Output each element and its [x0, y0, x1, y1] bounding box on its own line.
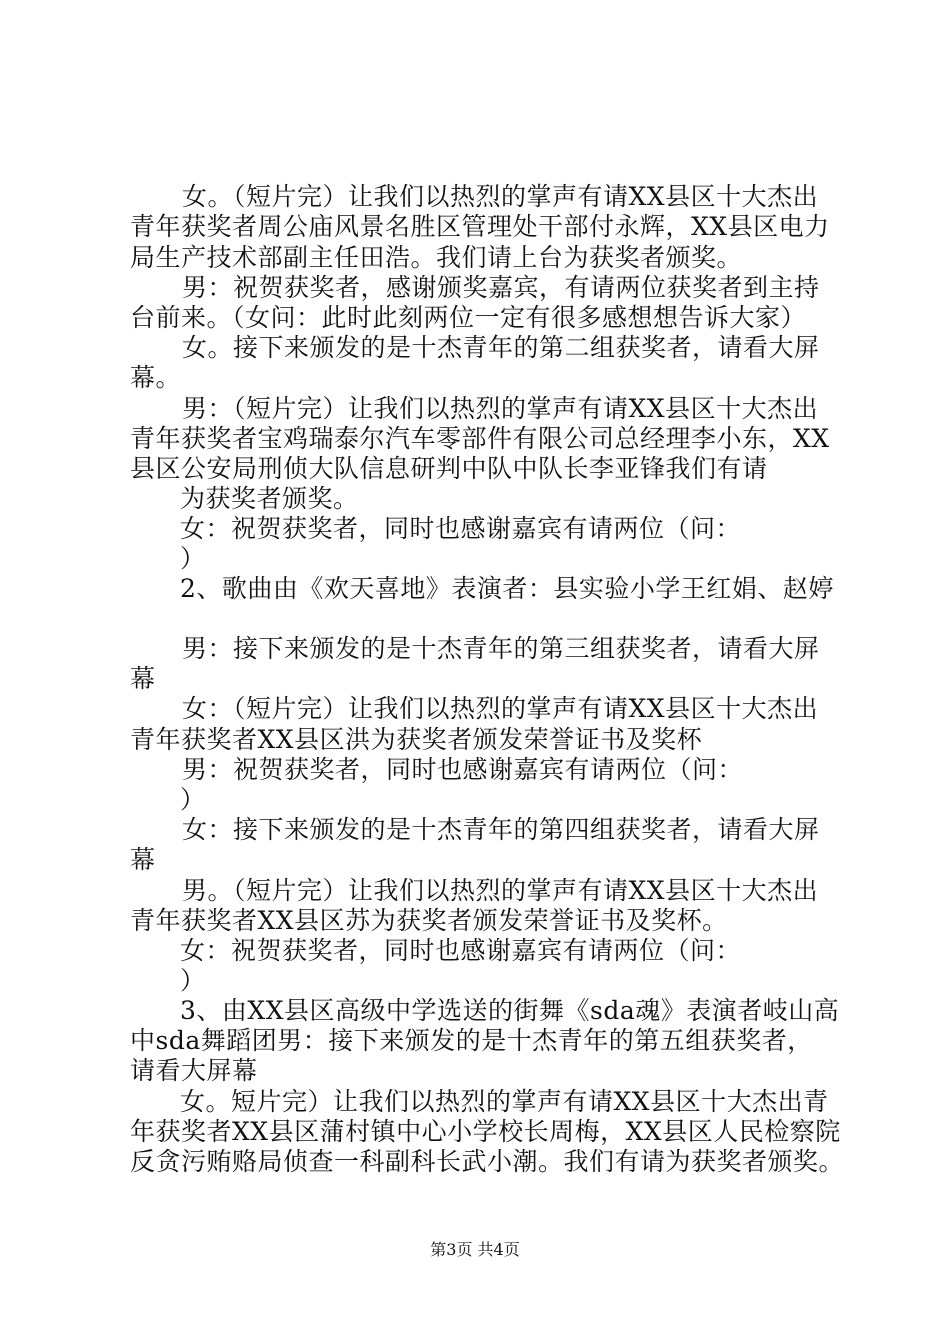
text-line: 幕	[130, 845, 156, 874]
text-line: 青年获奖者XX县区苏为获奖者颁发荣誉证书及奖杯。	[130, 906, 728, 935]
text-line: 女：（短片完）让我们以热烈的掌声有请XX县区十大杰出	[182, 694, 819, 723]
text-line: ）	[180, 544, 206, 573]
text-line: 局生产技术部副主任田浩。我们请上台为获奖者颁奖。	[130, 243, 743, 272]
text-line: 3、由XX县区高级中学选送的街舞《sda魂》表演者岐山高	[180, 996, 840, 1025]
text-line: 女：祝贺获奖者，同时也感谢嘉宾有请两位（问：	[180, 514, 742, 543]
text-line: 女。接下来颁发的是十杰青年的第二组获奖者，请看大屏	[182, 333, 820, 362]
text-line: 女：祝贺获奖者，同时也感谢嘉宾有请两位（问：	[180, 936, 742, 965]
text-line: 2、歌曲由《欢天喜地》表演者：县实验小学王红娟、赵婷	[180, 574, 834, 603]
text-line: 男：祝贺获奖者，感谢颁奖嘉宾，有请两位获奖者到主持	[182, 273, 820, 302]
text-line: 幕	[130, 664, 156, 693]
text-line: 幕。	[130, 363, 182, 392]
text-line: 县区公安局刑侦大队信息研判中队中队长李亚锋我们有请	[130, 454, 768, 483]
text-line: 为获奖者颁奖。	[180, 484, 359, 513]
text-line: 男：祝贺获奖者，同时也感谢嘉宾有请两位（问：	[182, 755, 744, 784]
text-line: 女。短片完）让我们以热烈的掌声有请XX县区十大杰出青	[180, 1087, 829, 1116]
text-line: 女。（短片完）让我们以热烈的掌声有请XX县区十大杰出	[182, 182, 819, 211]
page-number-footer: 第3页 共4页	[430, 1240, 520, 1259]
text-line: 青年获奖者周公庙风景名胜区管理处干部付永辉，XX县区电力	[130, 212, 830, 241]
text-line: 台前来。（女问：此时此刻两位一定有很多感想想告诉大家）	[130, 303, 807, 332]
text-line: 男：（短片完）让我们以热烈的掌声有请XX县区十大杰出	[182, 394, 819, 423]
text-line: 青年获奖者XX县区洪为获奖者颁发荣誉证书及奖杯	[130, 725, 703, 754]
text-line: 男。（短片完）让我们以热烈的掌声有请XX县区十大杰出	[182, 876, 819, 905]
text-line: 女：接下来颁发的是十杰青年的第四组获奖者，请看大屏	[182, 815, 820, 844]
text-line: 年获奖者XX县区蒲村镇中心小学校长周梅，XX县区人民检察院	[130, 1117, 841, 1146]
text-line: ）	[180, 966, 206, 995]
text-line: 请看大屏幕	[130, 1056, 258, 1085]
text-line: 反贪污贿赂局侦查一科副科长武小潮。我们有请为获奖者颁奖。	[130, 1147, 845, 1176]
text-line: 男：接下来颁发的是十杰青年的第三组获奖者，请看大屏	[182, 634, 820, 663]
text-line: 中sda舞蹈团男：接下来颁发的是十杰青年的第五组获奖者，	[130, 1026, 813, 1055]
text-line: ）	[180, 785, 206, 814]
text-line: 青年获奖者宝鸡瑞泰尔汽车零部件有限公司总经理李小东，XX	[130, 424, 830, 453]
